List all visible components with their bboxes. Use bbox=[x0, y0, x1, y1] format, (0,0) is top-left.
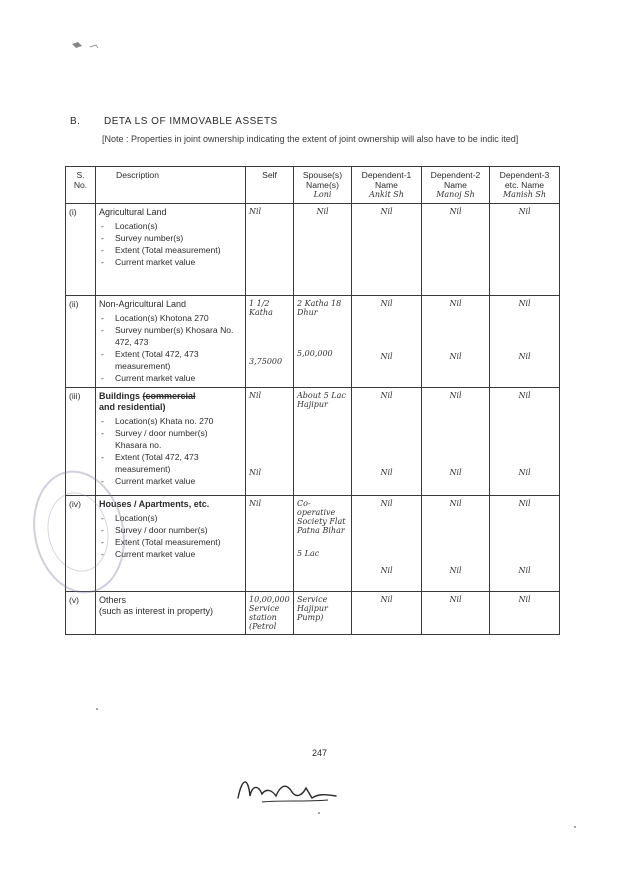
cell-spouse bbox=[294, 496, 352, 592]
dep3-entry: Nil bbox=[518, 499, 531, 508]
header-dep2-label: Dependent-2 Name bbox=[430, 170, 481, 190]
row-sno: (iv) bbox=[66, 496, 96, 592]
dep1-value: Nil bbox=[380, 566, 393, 575]
dep3-value: Nil bbox=[518, 566, 531, 575]
row-description bbox=[96, 296, 246, 388]
header-dep3-handwriting: Manish Sh bbox=[502, 190, 547, 199]
cell-dep2 bbox=[422, 296, 490, 388]
dep2-extent: Nil bbox=[449, 299, 462, 308]
cell-spouse bbox=[294, 296, 352, 388]
subitem: - Location(s) bbox=[99, 220, 242, 232]
table-row bbox=[66, 496, 560, 592]
subitem: - Survey number(s) Khosara No. 472, 473 bbox=[99, 324, 242, 348]
dep1-entry: Nil bbox=[380, 499, 393, 508]
scan-artifact bbox=[70, 38, 110, 52]
cell-dep1: Nil bbox=[352, 592, 422, 635]
cell-dep3 bbox=[490, 296, 560, 388]
header-dep1 bbox=[352, 167, 422, 204]
cell-spouse: Service Hajipur Pump) bbox=[294, 592, 352, 635]
row-sno: (i) bbox=[66, 204, 96, 296]
subitem-list bbox=[99, 415, 242, 487]
cell-dep1 bbox=[352, 388, 422, 496]
section-number: B. bbox=[70, 116, 81, 127]
header-dep2-handwriting: Manoj Sh bbox=[436, 190, 475, 199]
dep2-entry: Nil bbox=[449, 391, 462, 400]
category-plain: Buildings bbox=[99, 391, 140, 401]
cell-dep1: Nil bbox=[352, 204, 422, 296]
self-extent: 1 1/2 Katha bbox=[249, 299, 273, 317]
subitem: - Extent (Total 472, 473 measurement) bbox=[99, 348, 242, 372]
row-category: Non-Agricultural Land bbox=[99, 299, 187, 309]
category-struck: (commercial bbox=[142, 391, 196, 401]
header-dep3 bbox=[490, 167, 560, 204]
row-description bbox=[96, 592, 246, 635]
scan-dot bbox=[96, 708, 98, 710]
scan-speck-icon bbox=[70, 38, 110, 52]
subitem: - Location(s) bbox=[99, 512, 242, 524]
dep3-value: Nil bbox=[518, 468, 531, 477]
dep2-entry: Nil bbox=[449, 499, 462, 508]
self-value: 3,75000 bbox=[249, 357, 283, 366]
row-sno: (v) bbox=[66, 592, 96, 635]
row-category-detail: (such as interest in property) bbox=[99, 606, 214, 616]
page-number: 247 bbox=[312, 748, 328, 758]
table-row bbox=[66, 204, 560, 296]
spouse-extent: 2 Katha 18 Dhur bbox=[297, 299, 342, 317]
row-category bbox=[99, 391, 242, 413]
subitem: - Survey / door number(s) Khasara no. bbox=[99, 427, 242, 451]
subitem: - Extent (Total 472, 473 measurement) bbox=[99, 451, 242, 475]
header-spouse bbox=[294, 167, 352, 204]
header-description: Description bbox=[96, 167, 246, 204]
section-note: [Note : Properties in joint ownership indicating the extent of joint ownership will also have to be indic ited] bbox=[102, 134, 519, 144]
subitem: - Extent (Total measurement) bbox=[99, 536, 242, 548]
dep1-entry: Nil bbox=[380, 391, 393, 400]
subitem: - Location(s) Khata no. 270 bbox=[99, 415, 242, 427]
subitem-list bbox=[99, 220, 242, 268]
cell-self: Nil bbox=[246, 204, 294, 296]
dep1-value: Nil bbox=[380, 468, 393, 477]
cell-spouse: About 5 Lac Hajipur bbox=[294, 388, 352, 496]
cell-dep3 bbox=[490, 496, 560, 592]
cell-self bbox=[246, 296, 294, 388]
self-value: Nil bbox=[249, 468, 262, 477]
row-description bbox=[96, 204, 246, 296]
subitem: - Extent (Total measurement) bbox=[99, 244, 242, 256]
subitem: - Survey / door number(s) bbox=[99, 524, 242, 536]
dep3-value: Nil bbox=[518, 352, 531, 361]
header-spouse-handwriting: Loni bbox=[313, 190, 332, 199]
signature-icon bbox=[232, 768, 342, 808]
cell-self: 10,00,000 Service station (Petrol bbox=[246, 592, 294, 635]
row-description bbox=[96, 388, 246, 496]
row-sno: (iii) bbox=[66, 388, 96, 496]
cell-self: Nil bbox=[246, 496, 294, 592]
section-title: DETA LS OF IMMOVABLE ASSETS bbox=[104, 116, 278, 127]
cell-dep2: Nil bbox=[422, 204, 490, 296]
immovable-assets-table bbox=[65, 166, 560, 635]
subitem-list bbox=[99, 312, 242, 384]
cell-self bbox=[246, 388, 294, 496]
spouse-value: 5 Lac bbox=[297, 549, 320, 558]
table-row bbox=[66, 592, 560, 635]
cell-spouse: Nil bbox=[294, 204, 352, 296]
dep3-entry: Nil bbox=[518, 391, 531, 400]
subitem: - Current market value bbox=[99, 256, 242, 268]
table-row bbox=[66, 388, 560, 496]
dep2-value: Nil bbox=[449, 566, 462, 575]
dep1-value: Nil bbox=[380, 352, 393, 361]
row-category: Agricultural Land bbox=[99, 207, 167, 217]
spouse-value: 5,00,000 bbox=[297, 349, 333, 358]
dep1-extent: Nil bbox=[380, 299, 393, 308]
row-sno: (ii) bbox=[66, 296, 96, 388]
scan-dot bbox=[318, 812, 320, 814]
header-dep1-label: Dependent-1 Name bbox=[361, 170, 412, 190]
category-rest: and residential) bbox=[99, 402, 166, 412]
cell-dep3 bbox=[490, 388, 560, 496]
header-dep2 bbox=[422, 167, 490, 204]
row-category: Others bbox=[99, 595, 127, 605]
dep2-value: Nil bbox=[449, 352, 462, 361]
cell-dep3: Nil bbox=[490, 592, 560, 635]
dep2-value: Nil bbox=[449, 468, 462, 477]
cell-dep1 bbox=[352, 496, 422, 592]
subitem: - Location(s) Khotona 270 bbox=[99, 312, 242, 324]
cell-dep2 bbox=[422, 388, 490, 496]
subitem: - Current market value bbox=[99, 475, 242, 487]
header-dep3-label: Dependent-3 etc. Name bbox=[499, 170, 550, 190]
table-row bbox=[66, 296, 560, 388]
spouse-entry: Co-operative Society Flat Patna Bihar bbox=[297, 499, 346, 535]
self-entry: Nil bbox=[249, 391, 262, 400]
row-category: Houses / Apartments, etc. bbox=[99, 499, 210, 509]
cell-dep1 bbox=[352, 296, 422, 388]
dep3-extent: Nil bbox=[518, 299, 531, 308]
header-self: Self bbox=[246, 167, 294, 204]
cell-dep2 bbox=[422, 496, 490, 592]
scan-dot bbox=[574, 826, 576, 828]
subitem: - Current market value bbox=[99, 548, 242, 560]
header-spouse-label: Spouse(s) Name(s) bbox=[302, 170, 343, 190]
subitem: - Survey number(s) bbox=[99, 232, 242, 244]
cell-dep3: Nil bbox=[490, 204, 560, 296]
header-dep1-handwriting: Ankit Sh bbox=[369, 190, 404, 199]
header-sno: S. No. bbox=[66, 167, 96, 204]
subitem: - Current market value bbox=[99, 372, 242, 384]
header-row bbox=[66, 167, 560, 204]
cell-dep2: Nil bbox=[422, 592, 490, 635]
